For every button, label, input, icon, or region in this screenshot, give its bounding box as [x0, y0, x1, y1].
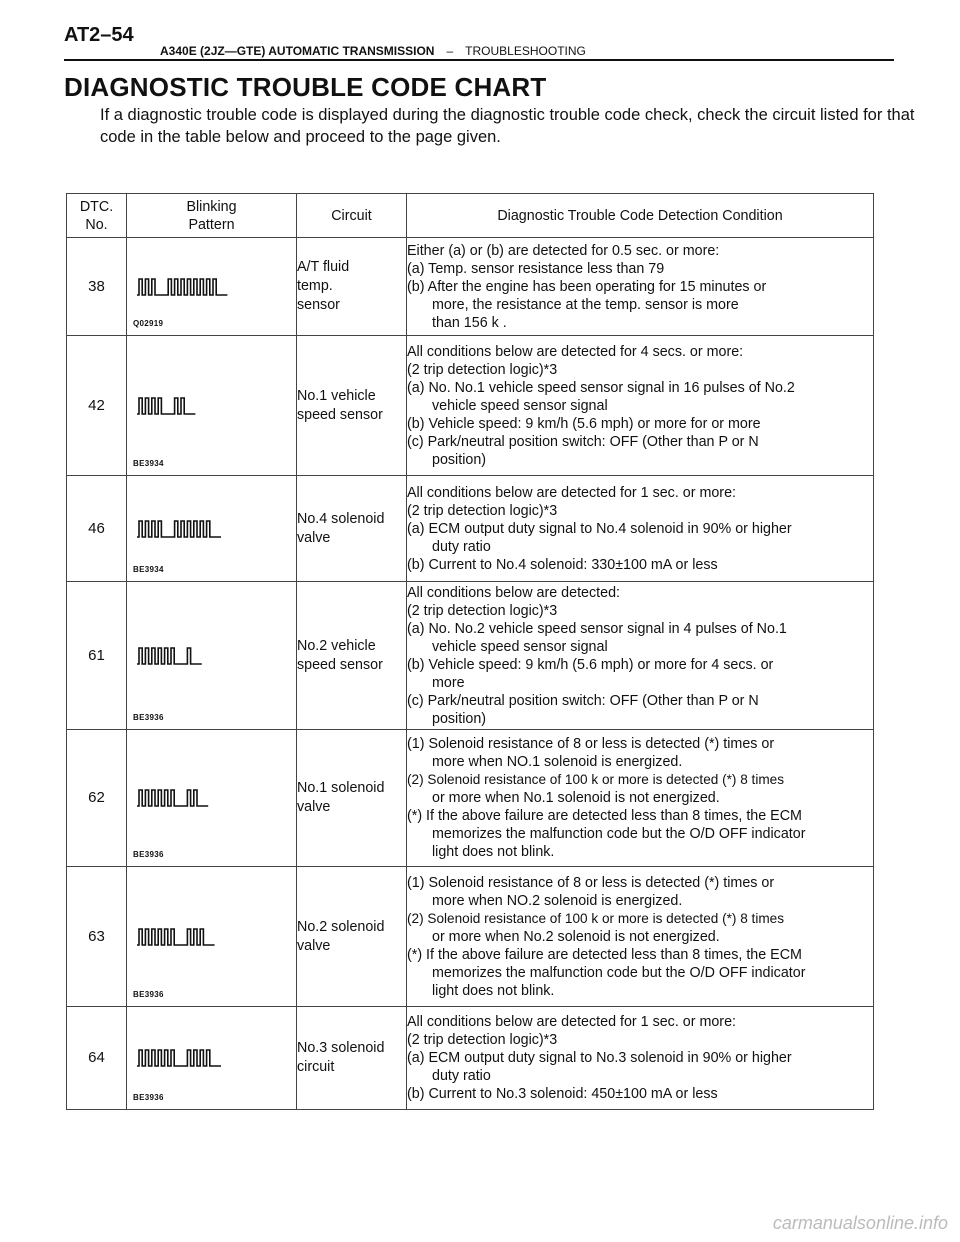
blinking-pattern [127, 867, 297, 1007]
intro-paragraph: If a diagnostic trouble code is displayed during the diagnostic trouble code check, check the circuit listed for that code in the table below and proceed to the page given. [100, 106, 915, 146]
figure-id: BE3936 [133, 850, 164, 859]
header-separator: – [446, 44, 454, 58]
circuit-line: sensor [297, 297, 340, 313]
dtc-code: 64 [67, 1007, 127, 1110]
detection-condition [407, 336, 874, 476]
condition-line: All conditions below are detected for 1 sec. or more: [407, 1014, 736, 1030]
condition-line: (1) Solenoid resistance of 8 or less is detected (*) times or [407, 874, 775, 891]
condition-line: (1) Solenoid resistance of 8 or less is detected (*) times or [407, 736, 775, 752]
table-row [67, 336, 874, 476]
header-dtc-line2: No. [85, 216, 108, 233]
condition-line: vehicle speed sensor signal [432, 638, 608, 655]
blink-waveform [137, 1050, 221, 1066]
circuit-line: No.3 solenoid [297, 1040, 385, 1056]
condition-line: position) [432, 451, 487, 468]
blinking-pattern [127, 336, 297, 476]
section-title: A340E (2JZ—GTE) AUTOMATIC TRANSMISSION [160, 44, 435, 58]
table-row [67, 238, 874, 336]
condition-line: (2 trip detection logic)*3 [407, 502, 558, 519]
condition-line: All conditions below are detected for 1 sec. or more: [407, 484, 736, 501]
condition-line: (b) Current to No.4 solenoid: 330±100 mA or less [407, 556, 718, 573]
circuit-name [297, 336, 407, 476]
figure-id: Q02919 [133, 319, 164, 328]
blinking-pattern-figure [137, 515, 287, 543]
condition-line: duty ratio [432, 538, 491, 555]
condition-line: more when NO.2 solenoid is energized. [432, 892, 683, 909]
blink-waveform [137, 929, 215, 945]
blink-waveform [137, 279, 227, 295]
blinking-pattern-figure [137, 784, 287, 812]
blink-waveform [137, 398, 195, 414]
circuit-line: speed sensor [297, 406, 383, 423]
condition-line: All conditions below are detected for 4 secs. or more: [407, 343, 744, 360]
detection-condition [407, 238, 874, 336]
watermark: carmanualsonline.info [772, 1213, 948, 1233]
condition-line: than 156 k . [432, 314, 507, 331]
subsection-title: TROUBLESHOOTING [465, 44, 586, 58]
condition-line: (2 trip detection logic)*3 [407, 602, 558, 619]
condition-line: (a) ECM output duty signal to No.3 solenoid in 90% or higher [407, 1050, 792, 1066]
detection-condition [407, 730, 874, 867]
condition-line: more when NO.1 solenoid is energized. [432, 754, 683, 770]
condition-line: vehicle speed sensor signal [432, 397, 608, 414]
detection-condition [407, 867, 874, 1007]
dtc-code: 42 [67, 336, 127, 476]
blinking-pattern [127, 476, 297, 582]
condition-line: (a) No. No.1 vehicle speed sensor signal in 16 pulses of No.2 [407, 379, 795, 396]
figure-id: BE3936 [133, 990, 164, 999]
header-detection-condition: Diagnostic Trouble Code Detection Condition [407, 194, 874, 238]
blinking-pattern-figure [137, 392, 287, 420]
condition-line: (b) After the engine has been operating for 15 minutes or [407, 278, 767, 295]
condition-line: light does not blink. [432, 844, 555, 860]
figure-id: BE3936 [133, 1093, 164, 1102]
circuit-name [297, 476, 407, 582]
detection-condition [407, 582, 874, 730]
condition-line: (2 trip detection logic)*3 [407, 1032, 558, 1048]
condition-line: Either (a) or (b) are detected for 0.5 sec. or more: [407, 242, 720, 259]
condition-line: (c) Park/neutral position switch: OFF (Other than P or N [407, 692, 759, 709]
blink-waveform [137, 648, 202, 664]
figure-id: BE3934 [133, 459, 164, 468]
condition-line: light does not blink. [432, 982, 555, 999]
circuit-line: No.2 solenoid [297, 918, 385, 935]
circuit-name [297, 730, 407, 867]
circuit-line: No.2 vehicle [297, 637, 376, 654]
dtc-code: 63 [67, 867, 127, 1007]
condition-line: (2 trip detection logic)*3 [407, 361, 558, 378]
condition-line: (*) If the above failure are detected less than 8 times, the ECM [407, 946, 802, 963]
dtc-code: 61 [67, 582, 127, 730]
condition-line: more [432, 674, 465, 691]
condition-line: (2) Solenoid resistance of 100 k or more is detected (*) 8 times [407, 772, 785, 787]
condition-line: (a) ECM output duty signal to No.4 solenoid in 90% or higher [407, 520, 792, 537]
header-pattern-line2: Pattern [188, 216, 235, 233]
condition-line: position) [432, 710, 487, 727]
dtc-code: 46 [67, 476, 127, 582]
condition-line: All conditions below are detected: [407, 584, 620, 601]
header-dtc-no [67, 194, 127, 238]
page-code: AT2–54 [64, 24, 134, 46]
blinking-pattern [127, 582, 297, 730]
condition-line: duty ratio [432, 1068, 491, 1084]
figure-id: BE3936 [133, 713, 164, 722]
table-row [67, 1007, 874, 1110]
circuit-line: valve [297, 799, 331, 815]
condition-line: (a) No. No.2 vehicle speed sensor signal in 4 pulses of No.1 [407, 620, 787, 637]
table-body [67, 238, 874, 1110]
page-title: DIAGNOSTIC TROUBLE CODE CHART [64, 72, 547, 102]
blinking-pattern-figure [137, 273, 287, 301]
detection-condition [407, 1007, 874, 1110]
blink-waveform [137, 790, 208, 806]
header-circuit: Circuit [297, 194, 407, 238]
condition-line: memorizes the malfunction code but the O/D OFF indicator [432, 826, 806, 842]
blinking-pattern [127, 730, 297, 867]
blink-waveform [137, 521, 221, 537]
circuit-line: temp. [297, 278, 333, 294]
blinking-pattern [127, 1007, 297, 1110]
circuit-name [297, 582, 407, 730]
condition-line: (c) Park/neutral position switch: OFF (Other than P or N [407, 433, 759, 450]
circuit-line: A/T fluid [297, 259, 350, 275]
circuit-name [297, 238, 407, 336]
dtc-code: 38 [67, 238, 127, 336]
circuit-line: speed sensor [297, 656, 383, 673]
blinking-pattern [127, 238, 297, 336]
dtc-table [66, 193, 874, 1110]
circuit-line: valve [297, 529, 331, 546]
blinking-pattern-figure [137, 1044, 287, 1072]
condition-line: more, the resistance at the temp. sensor is more [432, 296, 739, 313]
table-row [67, 867, 874, 1007]
condition-line: memorizes the malfunction code but the O/D OFF indicator [432, 964, 806, 981]
table-row [67, 582, 874, 730]
circuit-line: No.1 vehicle [297, 387, 376, 404]
circuit-line: No.4 solenoid [297, 510, 385, 527]
condition-line: (b) Vehicle speed: 9 km/h (5.6 mph) or more for or more [407, 415, 761, 432]
circuit-line: valve [297, 937, 331, 954]
condition-line: (b) Current to No.3 solenoid: 450±100 mA or less [407, 1086, 718, 1102]
condition-line: (2) Solenoid resistance of 100 k or more is detected (*) 8 times [407, 910, 785, 926]
circuit-line: No.1 solenoid [297, 780, 385, 796]
condition-line: (a) Temp. sensor resistance less than 79 [407, 260, 665, 277]
header-pattern-line1: Blinking [186, 198, 237, 215]
table-row [67, 730, 874, 867]
table-row [67, 476, 874, 582]
figure-id: BE3934 [133, 565, 164, 574]
condition-line: or more when No.1 solenoid is not energized. [432, 790, 720, 806]
blinking-pattern-figure [137, 923, 287, 951]
condition-line: (b) Vehicle speed: 9 km/h (5.6 mph) or more for 4 secs. or [407, 656, 774, 673]
condition-line: or more when No.2 solenoid is not energized. [432, 928, 720, 945]
header-blinking-pattern [127, 194, 297, 238]
circuit-line: circuit [297, 1059, 335, 1075]
detection-condition [407, 476, 874, 582]
header-rule [64, 59, 894, 61]
blinking-pattern-figure [137, 642, 287, 670]
table-header-row [67, 194, 874, 238]
circuit-name [297, 1007, 407, 1110]
condition-line: (*) If the above failure are detected less than 8 times, the ECM [407, 808, 802, 824]
running-header [160, 44, 586, 58]
header-dtc-line1: DTC. [79, 198, 114, 215]
circuit-name [297, 867, 407, 1007]
dtc-code: 62 [67, 730, 127, 867]
